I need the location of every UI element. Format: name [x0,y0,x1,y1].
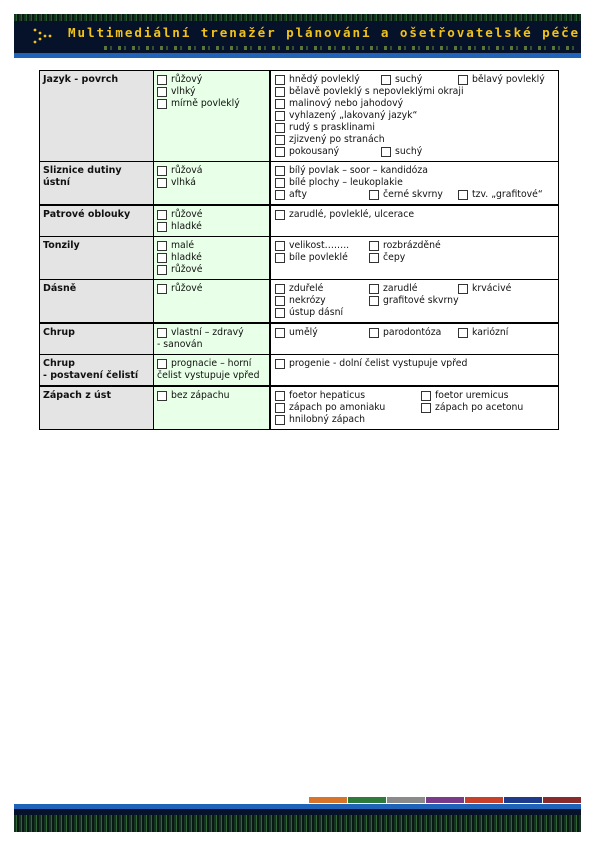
checkbox[interactable] [275,403,285,413]
abnormal-options [271,324,558,354]
normal-options: vlastní – zdravý - sanován [154,324,271,354]
checkbox[interactable] [275,210,285,220]
checkbox[interactable] [369,241,379,251]
checkbox[interactable] [157,253,167,263]
checkbox-option[interactable]: zarudlé, povleklé, ulcerace [275,209,414,221]
checkbox-option[interactable]: zápach po acetonu [421,402,523,414]
header-banner [14,14,581,58]
checkbox-option[interactable]: zduřelé [275,283,369,295]
checkbox[interactable] [157,284,167,294]
checkbox[interactable] [275,135,285,145]
section-zapach [40,385,558,429]
section-tonzily [40,236,558,279]
section-label: Patrové oblouky [40,206,154,236]
checkbox-option[interactable]: vlastní – zdravý [157,327,244,339]
checkbox[interactable] [421,391,431,401]
checkbox[interactable] [275,75,285,85]
checkbox[interactable] [275,296,285,306]
checkbox[interactable] [157,328,167,338]
checkbox-option[interactable]: afty [275,189,369,201]
checkbox-option[interactable]: růžový [157,74,202,86]
checkbox[interactable] [369,253,379,263]
checkbox-option[interactable]: zápach po amoniaku [275,402,421,414]
checkbox-option[interactable]: pokousaný [275,146,381,158]
color-strip-segment [504,797,542,803]
checkbox-option[interactable]: hnědý povleklý [275,74,381,86]
checkbox-option[interactable]: bílé plochy – leukoplakie [275,177,403,189]
checkbox[interactable] [157,75,167,85]
checkbox[interactable] [275,111,285,121]
checkbox-option[interactable]: černé skvrny [369,189,458,201]
checkbox[interactable] [275,87,285,97]
footer-band [14,804,581,832]
checkbox-option[interactable]: foetor hepaticus [275,390,421,402]
color-strip-segment [387,797,425,803]
section-label: Jazyk - povrch [40,71,154,161]
section-chrup-postaveni [40,354,558,385]
checkbox-option[interactable]: hnilobný zápach [275,414,365,426]
checkbox[interactable] [157,99,167,109]
checkbox[interactable] [275,415,285,425]
checkbox[interactable] [157,359,167,369]
checkbox-option[interactable]: zarudlé [369,283,458,295]
color-strip-segment [543,797,581,803]
abnormal-options [271,162,558,204]
checkbox[interactable] [369,296,379,306]
normal-options [154,237,271,279]
section-jazyk [40,71,558,161]
banner-accent-line [14,53,581,58]
normal-options [154,387,271,429]
normal-options [154,280,271,322]
banner-pattern-top [14,14,581,21]
normal-options [154,71,271,161]
section-label: Sliznice dutiny ústní [40,162,154,204]
checkbox-option[interactable]: růžová [157,165,202,177]
checkbox[interactable] [157,178,167,188]
checkbox-option[interactable]: hladké [157,221,202,233]
checkbox-option[interactable]: čepy [369,252,405,264]
checkbox[interactable] [369,284,379,294]
checkbox-option[interactable]: bez zápachu [157,390,230,402]
abnormal-options [271,206,558,236]
abnormal-options [271,71,558,161]
checkbox[interactable] [381,75,391,85]
section-label: Chrup - postavení čelistí [40,355,154,385]
checkbox[interactable] [275,253,285,263]
color-strip-segment [426,797,464,803]
checkbox[interactable] [458,284,468,294]
checkbox[interactable] [369,328,379,338]
checkbox-option[interactable]: velikost…….. [275,240,369,252]
checkbox[interactable] [275,328,285,338]
checkbox[interactable] [275,284,285,294]
checkbox-option[interactable]: růžové [157,283,203,295]
checkbox[interactable] [369,190,379,200]
section-sliznice [40,161,558,204]
abnormal-options [271,280,558,322]
checkbox-option[interactable]: zjizvený po stranách [275,134,385,146]
checkbox[interactable] [157,265,167,275]
normal-options [154,206,271,236]
checkbox[interactable] [458,75,468,85]
checkbox[interactable] [421,403,431,413]
banner-pattern-bottom [104,46,574,50]
checkbox[interactable] [381,147,391,157]
checkbox[interactable] [157,87,167,97]
checkbox[interactable] [157,166,167,176]
checkbox-option[interactable]: kariózní [458,327,508,339]
checkbox-option[interactable]: rozbrázděné [369,240,441,252]
checkbox-option[interactable]: suchý [381,146,422,158]
footer-pattern [14,815,581,832]
checkbox[interactable] [275,147,285,157]
assessment-table [39,70,559,430]
checkbox-option[interactable]: parodontóza [369,327,458,339]
normal-options [154,162,271,204]
section-patrove-oblouky [40,204,558,236]
checkbox[interactable] [157,241,167,251]
checkbox-option[interactable]: malinový nebo jahodový [275,98,403,110]
checkbox[interactable] [275,99,285,109]
checkbox[interactable] [275,359,285,369]
footer-accent-line [14,804,581,809]
checkbox-option[interactable]: umělý [275,327,369,339]
checkbox-option[interactable]: nekrózy [275,295,369,307]
page-title: Multimediální trenažér plánování a ošetřovatelské péče [68,25,581,40]
section-label: Chrup [40,324,154,354]
checkbox[interactable] [275,178,285,188]
checkbox-option[interactable]: bílý povlak – soor – kandidóza [275,165,428,177]
checkbox-option[interactable]: krvácivé [458,283,511,295]
checkbox[interactable] [275,308,285,318]
checkbox-option[interactable]: bělavě povleklý s nepovleklými okraji [275,86,464,98]
checkbox[interactable] [458,328,468,338]
checkbox-option[interactable]: bělavý povleklý [458,74,545,86]
checkbox[interactable] [275,166,285,176]
color-strip-segment [348,797,386,803]
section-label: Zápach z úst [40,387,154,429]
checkbox-option[interactable]: mírně povleklý [157,98,240,110]
section-label: Dásně [40,280,154,322]
checkbox[interactable] [275,241,285,251]
checkbox-option[interactable]: růžové [157,264,203,276]
section-chrup [40,322,558,354]
checkbox-option[interactable]: vlhká [157,177,196,189]
checkbox-option[interactable]: ústup dásní [275,307,343,319]
normal-options: prognacie – horní čelist vystupuje vpřed [154,355,271,385]
abnormal-options [271,237,558,279]
checkbox[interactable] [157,391,167,401]
checkbox-option[interactable]: hladké [157,252,202,264]
checkbox[interactable] [275,190,285,200]
checkbox[interactable] [157,210,167,220]
checkbox[interactable] [275,123,285,133]
checkbox-option[interactable]: tzv. „grafitové“ [458,189,543,201]
checkbox-option[interactable]: prognacie – horní [157,358,251,370]
dots-logo-icon [32,26,54,46]
checkbox-option[interactable]: rudý s prasklinami [275,122,375,134]
checkbox-option[interactable]: malé [157,240,194,252]
color-strip-segment [465,797,503,803]
checkbox-option[interactable]: bíle povleklé [275,252,369,264]
checkbox-option[interactable]: růžové [157,209,203,221]
checkbox[interactable] [458,190,468,200]
section-label: Tonzily [40,237,154,279]
checkbox-option[interactable]: vlhký [157,86,196,98]
section-dasne [40,279,558,322]
checkbox-option[interactable]: progenie - dolní čelist vystupuje vpřed [275,358,467,370]
checkbox-option[interactable]: vyhlazený „lakovaný jazyk“ [275,110,417,122]
abnormal-options [271,355,558,385]
abnormal-options [271,387,558,429]
checkbox-option[interactable]: grafitové skvrny [369,295,459,307]
checkbox-option[interactable]: foetor uremicus [421,390,509,402]
checkbox[interactable] [157,222,167,232]
checkbox[interactable] [275,391,285,401]
color-strip-segment [309,797,347,803]
checkbox-option[interactable]: suchý [381,74,458,86]
